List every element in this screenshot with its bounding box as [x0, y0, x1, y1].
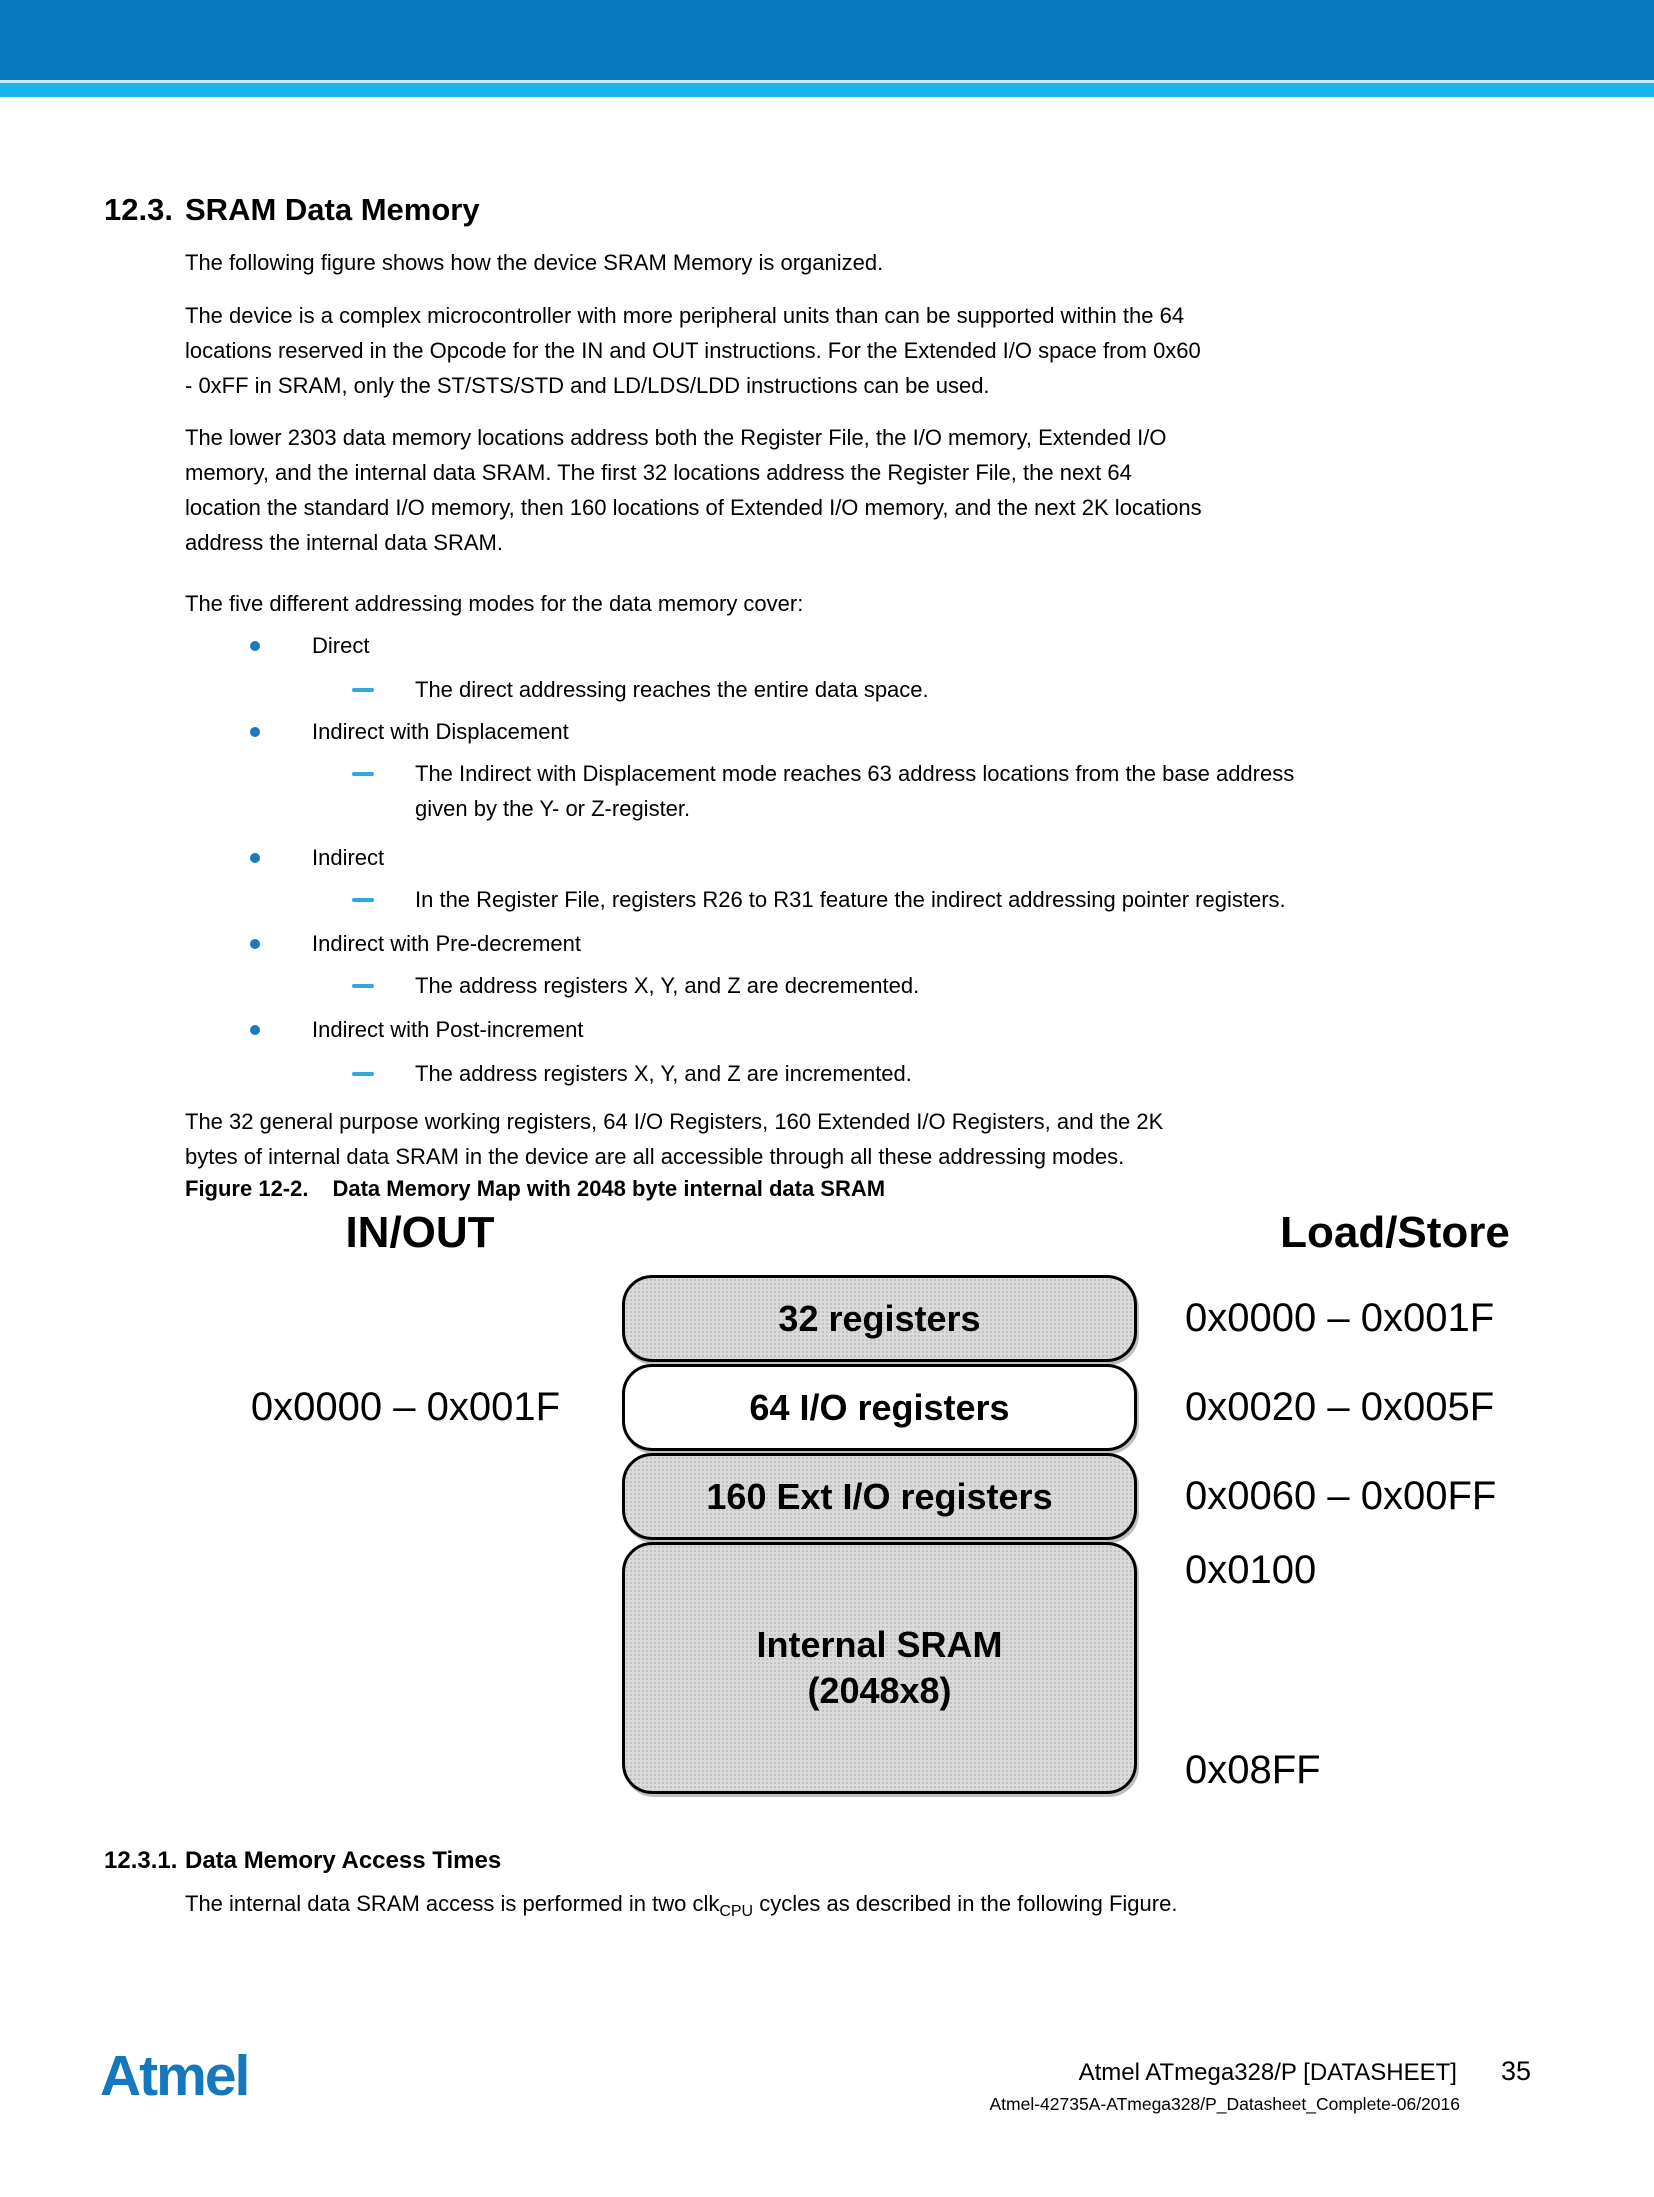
list-item: [0, 1012, 1654, 1047]
subsection-text-pre: The internal data SRAM access is performed in two clk: [185, 1891, 720, 1916]
dash-icon: [352, 772, 374, 776]
list-subitem-continuation: [0, 791, 1654, 826]
membox-label: [756, 1622, 1002, 1714]
paragraph-3-line: memory, and the internal data SRAM. The first 32 locations address the Register File, the next 64: [185, 460, 1132, 485]
list-item: [0, 714, 1654, 749]
list-item-label: Indirect with Post-increment: [312, 1017, 584, 1042]
membox-label: 160 Ext I/O registers: [706, 1475, 1053, 1517]
figure-caption: [185, 1176, 885, 1202]
paragraph-3-line: location the standard I/O memory, then 160 locations of Extended I/O memory, and the next 2K locations: [185, 495, 1202, 520]
paragraph-1-line: The following figure shows how the device SRAM Memory is organized.: [185, 250, 884, 275]
list-subitem-text: given by the Y- or Z-register.: [415, 796, 691, 821]
paragraph-1: [185, 245, 883, 280]
bullet-icon: [250, 939, 260, 949]
header-bar-cyan: [0, 83, 1654, 97]
dash-icon: [352, 1072, 374, 1076]
paragraph-2-line: - 0xFF in SRAM, only the ST/STS/STD and LD/LDS/LDD instructions can be used.: [185, 373, 990, 398]
address-left-io: 0x0000 – 0x001F: [250, 1385, 560, 1429]
atmel-logo: Atmel: [100, 2044, 249, 2108]
list-subitem: [0, 1056, 1654, 1091]
paragraph-3: [185, 420, 1202, 560]
list-item-label: Indirect with Pre-decrement: [312, 931, 581, 956]
list-item: [0, 628, 1654, 663]
list-subitem-text: The address registers X, Y, and Z are incremented.: [415, 1061, 912, 1086]
sram-label-line2: (2048x8): [807, 1670, 952, 1711]
diagram-header-loadstore: Load/Store: [1280, 1208, 1510, 1257]
subsection-title: Data Memory Access Times: [185, 1847, 502, 1874]
list-subitem-text: In the Register File, registers R26 to R31 feature the indirect addressing pointer registers.: [415, 887, 1286, 912]
address-160-ext-io: 0x0060 – 0x00FF: [1185, 1474, 1497, 1518]
membox-32-registers: [622, 1275, 1137, 1362]
footer-doc-id: Atmel-42735A-ATmega328/P_Datasheet_Complete-06/2016: [989, 2094, 1460, 2114]
list-subitem-text: The direct addressing reaches the entire data space.: [415, 677, 929, 702]
address-32-registers: 0x0000 – 0x001F: [1185, 1296, 1495, 1340]
list-item: [0, 926, 1654, 961]
figure-caption-text: Data Memory Map with 2048 byte internal data SRAM: [332, 1176, 886, 1201]
list-subitem: [0, 756, 1654, 791]
list-subitem: [0, 672, 1654, 707]
membox-160-ext-io-registers: [622, 1453, 1137, 1540]
dash-icon: [352, 688, 374, 692]
paragraph-5-line: The 32 general purpose working registers, 64 I/O Registers, 160 Extended I/O Registers, and the 2K: [185, 1109, 1164, 1134]
subsection-paragraph: [185, 1886, 1177, 1929]
membox-label: 64 I/O registers: [749, 1386, 1010, 1428]
sram-label-line1: Internal SRAM: [756, 1624, 1003, 1665]
dash-icon: [352, 898, 374, 902]
bullet-icon: [250, 1025, 260, 1035]
address-64-io-registers: 0x0020 – 0x005F: [1185, 1385, 1495, 1429]
paragraph-4: [185, 586, 803, 621]
paragraph-2-line: The device is a complex microcontroller with more peripheral units than can be supported within the 64: [185, 303, 1185, 328]
list-subitem: [0, 882, 1654, 917]
membox-label: 32 registers: [778, 1297, 981, 1339]
bullet-icon: [250, 641, 260, 651]
membox-64-io-registers: [622, 1364, 1137, 1451]
clk-cpu-subscript: CPU: [719, 1903, 754, 1920]
bullet-icon: [250, 727, 260, 737]
footer-doc-title: Atmel ATmega328/P [DATASHEET]: [1078, 2059, 1457, 2086]
figure-caption-label: Figure 12-2.: [185, 1176, 309, 1201]
section-number: 12.3.: [104, 192, 173, 227]
bullet-icon: [250, 853, 260, 863]
paragraph-5: [185, 1104, 1163, 1174]
paragraph-2: [185, 298, 1201, 403]
paragraph-3-line: address the internal data SRAM.: [185, 530, 503, 555]
address-sram-end: 0x08FF: [1185, 1748, 1321, 1792]
paragraph-2-line: locations reserved in the Opcode for the IN and OUT instructions. For the Extended I/O space from 0x60: [185, 338, 1201, 363]
address-sram-start: 0x0100: [1185, 1548, 1317, 1592]
membox-internal-sram: [622, 1542, 1137, 1794]
subsection-text-post: cycles as described in the following Figure.: [753, 1891, 1178, 1916]
paragraph-5-line: bytes of internal data SRAM in the device are all accessible through all these addressing modes.: [185, 1144, 1125, 1169]
paragraph-4-line: The five different addressing modes for the data memory cover:: [185, 591, 804, 616]
list-subitem-text: The address registers X, Y, and Z are decremented.: [415, 973, 920, 998]
list-subitem: [0, 968, 1654, 1003]
list-item-label: Indirect: [312, 845, 385, 870]
header-bar-dark: [0, 0, 1654, 80]
footer-title-line: [1079, 2056, 1531, 2087]
section-title: SRAM Data Memory: [185, 192, 480, 227]
subsection-number: 12.3.1.: [104, 1847, 178, 1874]
list-item-label: Direct: [312, 633, 370, 658]
footer-page-number: 35: [1500, 2056, 1531, 2086]
dash-icon: [352, 984, 374, 988]
list-item: [0, 840, 1654, 875]
list-subitem-text: The Indirect with Displacement mode reaches 63 address locations from the base address: [415, 761, 1295, 786]
list-item-label: Indirect with Displacement: [312, 719, 569, 744]
diagram-header-inout: IN/OUT: [345, 1208, 495, 1257]
paragraph-3-line: The lower 2303 data memory locations address both the Register File, the I/O memory, Extended I/O: [185, 425, 1167, 450]
